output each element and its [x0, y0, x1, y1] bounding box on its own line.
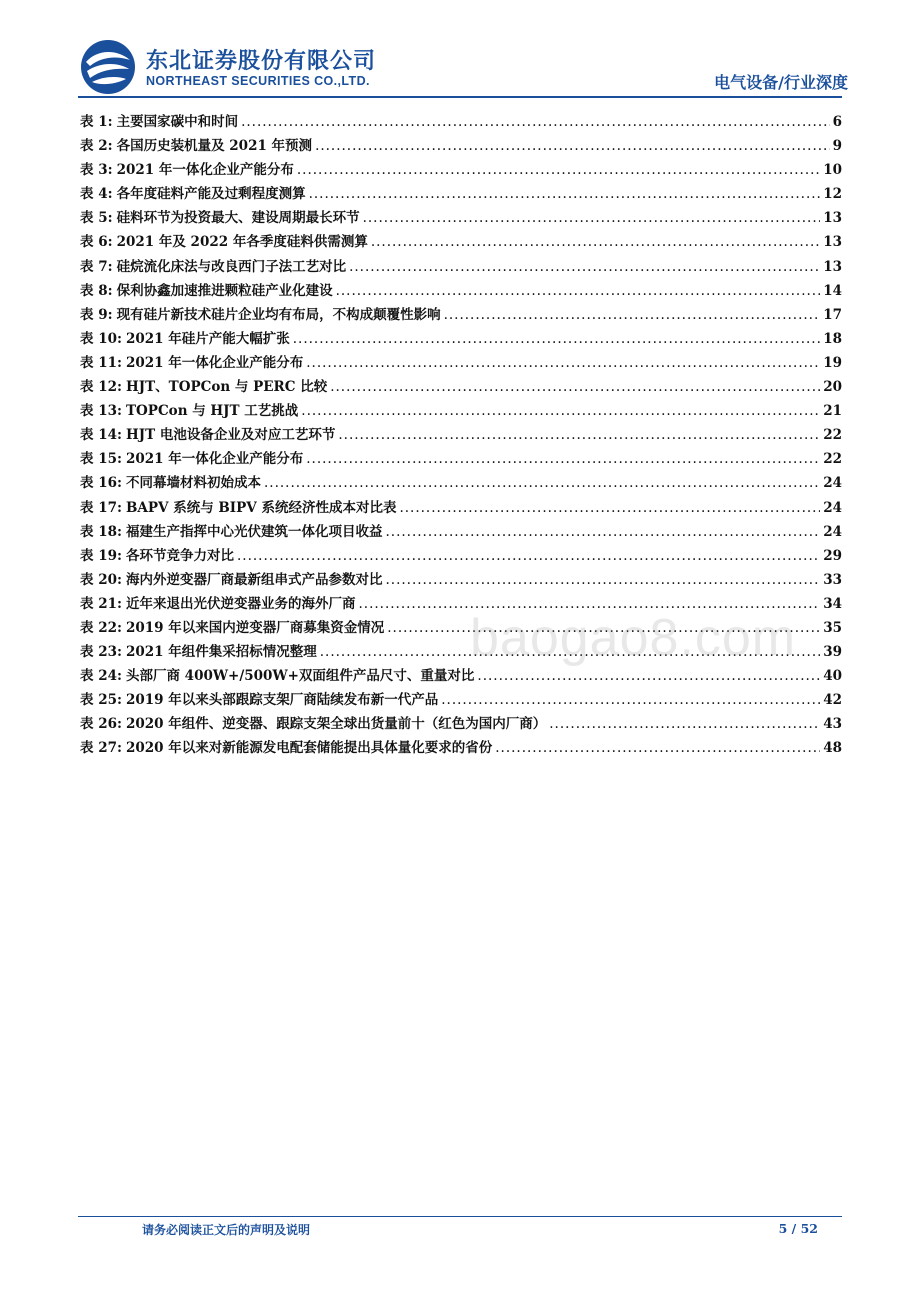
toc-entry-title: 2021 年一体化企业产能分布	[116, 162, 294, 179]
toc-entry-title: 2021 年一体化企业产能分布	[125, 451, 304, 468]
toc-entry-page: 39	[823, 644, 842, 661]
toc-entry-number: 表 1:	[80, 114, 113, 130]
toc-entry-page: 24	[823, 523, 842, 540]
page-header	[0, 0, 920, 100]
toc-entry-page: 6	[832, 114, 842, 130]
toc-entry[interactable]	[80, 158, 842, 182]
toc-entry-page: 29	[823, 547, 842, 564]
toc-entry-page: 33	[823, 571, 842, 588]
toc-entry-title: 不同幕墙材料初始成本	[125, 475, 261, 492]
toc-entry-number: 表 14:	[80, 427, 122, 444]
toc-entry-number: 表 8:	[80, 282, 113, 299]
toc-dot-leader	[309, 186, 821, 202]
toc-dot-leader	[301, 403, 820, 419]
toc-dot-leader	[371, 234, 820, 250]
toc-dot-leader	[241, 114, 830, 130]
header-divider	[78, 96, 842, 98]
toc-entry-title: 2021 年一体化企业产能分布	[125, 354, 304, 371]
toc-dot-leader	[336, 283, 821, 299]
toc-entry-title: 2021 年及 2022 年各季度硅料供需测算	[116, 234, 368, 251]
toc-entry-page: 22	[823, 427, 842, 444]
toc-entry-page: 20	[823, 379, 842, 396]
toc-dot-leader	[363, 210, 821, 226]
toc-entry-number: 表 13:	[80, 403, 122, 420]
toc-entry-number: 表 27:	[80, 740, 122, 757]
toc-entry-page: 35	[823, 619, 842, 636]
toc-entry-title: HJT 电池设备企业及对应工艺环节	[125, 427, 336, 444]
toc-dot-leader	[330, 379, 820, 395]
toc-dot-leader	[306, 355, 820, 371]
toc-entry-number: 表 19:	[80, 547, 122, 564]
toc-entry[interactable]	[80, 496, 842, 520]
toc-entry-title: HJT、TOPCon 与 PERC 比较	[125, 379, 328, 396]
toc-entry[interactable]	[80, 688, 842, 712]
toc-entry-title: 现有硅片新技术硅片企业均有布局，不构成颠覆性影响	[116, 306, 441, 323]
toc-entry-number: 表 21:	[80, 595, 122, 612]
toc-entry-title: 2019 年以来头部跟踪支架厂商陆续发布新一代产品	[125, 692, 439, 709]
toc-entry-page: 12	[823, 186, 842, 203]
toc-dot-leader	[306, 451, 820, 467]
toc-entry-number: 表 7:	[80, 258, 113, 275]
toc-entry[interactable]	[80, 544, 842, 568]
toc-entry-page: 17	[823, 306, 842, 323]
toc-entry-number: 表 17:	[80, 499, 122, 516]
toc-entry-page: 24	[823, 499, 842, 516]
toc-entry-title: 海内外逆变器厂商最新组串式产品参数对比	[125, 571, 383, 588]
toc-entry-title: 各国历史装机量及 2021 年预测	[116, 138, 313, 155]
toc-dot-leader	[349, 259, 820, 275]
toc-dot-leader	[399, 500, 820, 516]
toc-entry[interactable]	[80, 375, 842, 399]
toc-entry-number: 表 16:	[80, 475, 122, 492]
toc-entry[interactable]	[80, 399, 842, 423]
toc-entry-number: 表 11:	[80, 354, 122, 371]
toc-entry[interactable]	[80, 182, 842, 206]
toc-entry-number: 表 6:	[80, 234, 113, 251]
toc-dot-leader	[293, 331, 820, 347]
toc-dot-leader	[237, 548, 820, 564]
toc-entry-title: 硅烷流化床法与改良西门子法工艺对比	[116, 258, 347, 275]
toc-entry[interactable]	[80, 279, 842, 303]
toc-entry[interactable]	[80, 327, 842, 351]
toc-entry-title: 主要国家碳中和时间	[116, 114, 239, 130]
toc-entry-page: 19	[823, 354, 842, 371]
company-logo-icon	[78, 38, 138, 96]
footer-divider	[78, 1216, 842, 1217]
toc-entry-title: 各年度硅料产能及过剩程度测算	[116, 186, 306, 203]
toc-entry-page: 40	[823, 668, 842, 685]
toc-entry-title: 2021 年组件集采招标情况整理	[125, 644, 317, 661]
toc-dot-leader	[385, 524, 820, 540]
toc-dot-leader	[477, 668, 820, 684]
toc-entry-number: 表 24:	[80, 668, 122, 685]
toc-entry-title: TOPCon 与 HJT 工艺挑战	[125, 403, 299, 420]
toc-entry-number: 表 18:	[80, 523, 122, 540]
toc-dot-leader	[444, 307, 821, 323]
toc-dot-leader	[385, 572, 820, 588]
toc-entry-number: 表 5:	[80, 210, 113, 227]
toc-entry-title: 2021 年硅片产能大幅扩张	[125, 330, 290, 347]
toc-entry[interactable]	[80, 447, 842, 471]
toc-dot-leader	[441, 692, 820, 708]
toc-entry-page: 21	[823, 403, 842, 420]
toc-entry-title: 近年来退出光伏逆变器业务的海外厂商	[125, 595, 356, 612]
toc-entry-title: 头部厂商 400W+/500W+双面组件产品尺寸、重量对比	[125, 668, 475, 685]
watermark: baogao8.com	[470, 609, 797, 667]
toc-entry[interactable]	[80, 303, 842, 327]
toc-entry-page: 9	[832, 138, 842, 155]
toc-entry-number: 表 12:	[80, 379, 122, 396]
toc-entry-number: 表 3:	[80, 162, 113, 179]
toc-entry[interactable]	[80, 423, 842, 447]
toc-entry-page: 43	[823, 716, 842, 733]
toc-dot-leader	[495, 740, 820, 756]
toc-entry[interactable]	[80, 568, 842, 592]
toc-dot-leader	[297, 162, 820, 178]
toc-dot-leader	[549, 716, 820, 732]
toc-entry-page: 18	[823, 330, 842, 347]
toc-entry[interactable]	[80, 712, 842, 736]
toc-entry[interactable]	[80, 520, 842, 544]
toc-entry[interactable]	[80, 736, 842, 760]
toc-entry-page: 13	[823, 234, 842, 251]
toc-entry-number: 表 20:	[80, 571, 122, 588]
toc-dot-leader	[315, 138, 830, 154]
toc-entry-page: 22	[823, 451, 842, 468]
toc-entry[interactable]	[80, 134, 842, 158]
toc-entry[interactable]	[80, 471, 842, 495]
report-category: 电气设备/行业深度	[714, 73, 848, 92]
toc-entry-number: 表 9:	[80, 306, 113, 323]
toc-dot-leader	[338, 427, 820, 443]
toc-entry-number: 表 15:	[80, 451, 122, 468]
toc-entry-title: 保利协鑫加速推进颗粒硅产业化建设	[116, 282, 333, 299]
company-name-en: NORTHEAST SECURITIES CO.,LTD.	[146, 74, 370, 88]
toc-entry-number: 表 4:	[80, 186, 113, 203]
toc-entry-title: 2020 年组件、逆变器、跟踪支架全球出货量前十（红色为国内厂商）	[125, 716, 547, 733]
toc-dot-leader	[264, 475, 820, 491]
toc-entry-number: 表 26:	[80, 716, 122, 733]
toc-entry-number: 表 10:	[80, 330, 122, 347]
company-name-cn: 东北证券股份有限公司	[146, 49, 377, 74]
page-number: 5 / 52	[778, 1221, 818, 1236]
toc-entry-title: 各环节竞争力对比	[125, 547, 234, 564]
toc-entry-page: 48	[823, 740, 842, 757]
toc-entry-title: 硅料环节为投资最大、建设周期最长环节	[116, 210, 360, 227]
toc-entry-number: 表 22:	[80, 619, 122, 636]
toc-entry[interactable]	[80, 255, 842, 279]
toc-entry-page: 14	[823, 282, 842, 299]
toc-entry-page: 13	[823, 258, 842, 275]
toc-entry[interactable]	[80, 351, 842, 375]
toc-entry-page: 10	[823, 162, 842, 179]
toc-entry-page: 13	[823, 210, 842, 227]
toc-entry-title: 2020 年以来对新能源发电配套储能提出具体量化要求的省份	[125, 740, 493, 757]
toc-entry[interactable]	[80, 110, 842, 134]
toc-entry[interactable]	[80, 230, 842, 254]
toc-entry-title: 2019 年以来国内逆变器厂商募集资金情况	[125, 619, 385, 636]
disclaimer-note: 请务必阅读正文后的声明及说明	[142, 1223, 311, 1237]
toc-entry-number: 表 23:	[80, 644, 122, 661]
toc-entry-page: 34	[823, 595, 842, 612]
toc-entry-number: 表 25:	[80, 692, 122, 709]
toc-entry[interactable]	[80, 206, 842, 230]
toc-entry-title: BAPV 系统与 BIPV 系统经济性成本对比表	[125, 499, 397, 516]
toc-entry-title: 福建生产指挥中心光伏建筑一体化项目收益	[125, 523, 383, 540]
toc-entry-page: 24	[823, 475, 842, 492]
toc-entry-number: 表 2:	[80, 138, 113, 155]
toc-entry-page: 42	[823, 692, 842, 709]
